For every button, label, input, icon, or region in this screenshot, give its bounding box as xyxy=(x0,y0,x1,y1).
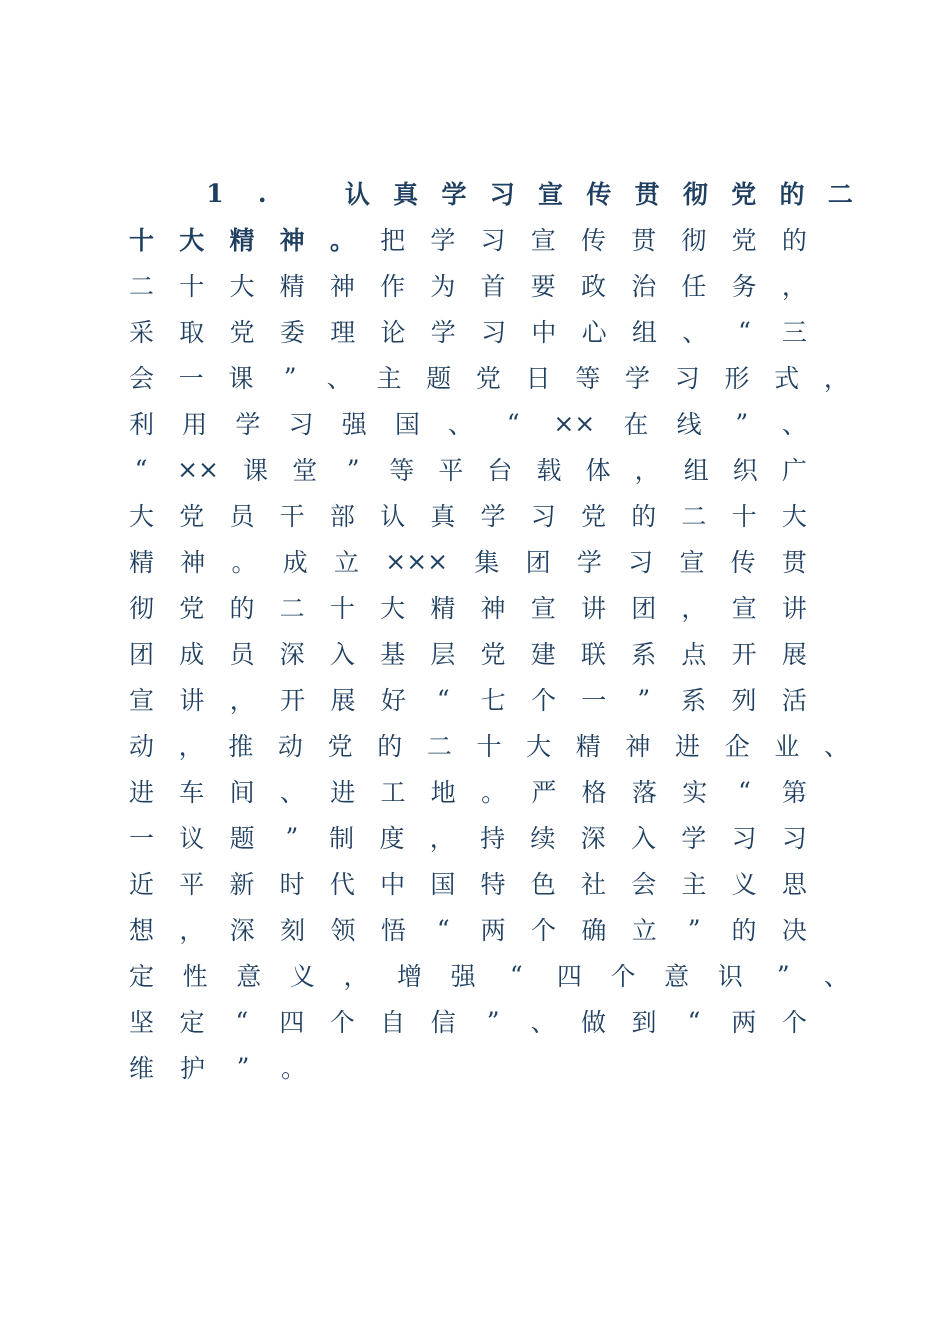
glyph: 两 xyxy=(731,1008,757,1037)
glyph: 会 xyxy=(129,364,155,393)
glyph: 二 xyxy=(827,180,853,209)
glyph: 贯 xyxy=(634,180,660,209)
glyph: 干 xyxy=(279,502,305,531)
glyph: 进 xyxy=(330,778,356,807)
glyph: 组 xyxy=(631,318,657,347)
glyph: 成 xyxy=(282,548,308,577)
glyph: ， xyxy=(681,594,707,623)
glyph: 立 xyxy=(631,916,657,945)
glyph: 增 xyxy=(397,962,423,991)
glyph: 。 xyxy=(281,1054,307,1083)
body-line xyxy=(129,354,849,400)
glyph: 的 xyxy=(631,502,657,531)
glyph: 学 xyxy=(430,318,456,347)
glyph: 。 xyxy=(231,548,257,577)
glyph: 党 xyxy=(179,594,205,623)
glyph: 实 xyxy=(682,778,708,807)
glyph: 一 xyxy=(129,824,155,853)
glyph: ” xyxy=(735,408,749,438)
glyph: 推 xyxy=(228,732,254,761)
glyph: 织 xyxy=(732,456,758,485)
glyph: 信 xyxy=(430,1008,456,1037)
glyph: 义 xyxy=(731,870,757,899)
glyph: 层 xyxy=(430,640,456,669)
body-line xyxy=(129,308,807,354)
glyph: 神 xyxy=(480,594,506,623)
glyph: 深 xyxy=(229,916,255,945)
glyph: 主 xyxy=(681,870,707,899)
body-line xyxy=(129,538,807,584)
body-line xyxy=(129,768,807,814)
glyph: 定 xyxy=(129,962,155,991)
glyph: 彻 xyxy=(681,226,707,255)
glyph: 强 xyxy=(341,410,367,439)
glyph: 一 xyxy=(581,686,607,715)
glyph: 议 xyxy=(179,824,205,853)
glyph: 十 xyxy=(179,272,205,301)
glyph: 建 xyxy=(530,640,556,669)
glyph: 精 xyxy=(279,272,305,301)
glyph: 、 xyxy=(781,410,807,439)
glyph: 刻 xyxy=(280,916,306,945)
glyph: 宣 xyxy=(679,548,705,577)
glyph: 组 xyxy=(683,456,709,485)
glyph: 的 xyxy=(377,732,403,761)
glyph: 三 xyxy=(781,318,807,347)
glyph: 学 xyxy=(480,502,506,531)
glyph: 社 xyxy=(580,870,606,899)
glyph: ×× xyxy=(553,408,596,438)
glyph: 务 xyxy=(731,272,757,301)
glyph: ” xyxy=(637,684,651,714)
glyph: “ xyxy=(738,316,751,346)
glyph: 题 xyxy=(229,824,255,853)
glyph: 、 xyxy=(530,1008,556,1037)
glyph: ， xyxy=(229,686,255,715)
glyph: 治 xyxy=(631,272,657,301)
glyph: 意 xyxy=(664,962,690,991)
glyph: 首 xyxy=(480,272,506,301)
glyph: 十 xyxy=(129,226,155,255)
glyph: 系 xyxy=(631,640,657,669)
glyph: 第 xyxy=(781,778,807,807)
glyph: 中 xyxy=(380,870,406,899)
glyph: 持 xyxy=(480,824,506,853)
glyph: 真 xyxy=(393,180,419,209)
glyph: 式 xyxy=(774,364,800,393)
glyph: 员 xyxy=(229,640,255,669)
glyph: 题 xyxy=(426,364,452,393)
glyph: 堂 xyxy=(292,456,318,485)
glyph: 讲 xyxy=(580,594,606,623)
glyph: “ xyxy=(436,914,450,944)
body-line xyxy=(129,630,807,676)
glyph: ” xyxy=(236,1052,250,1082)
glyph: 学 xyxy=(235,410,261,439)
glyph: 开 xyxy=(731,640,757,669)
glyph: ， xyxy=(343,962,369,991)
glyph: 彻 xyxy=(682,180,708,209)
glyph: 传 xyxy=(586,180,612,209)
glyph: 度 xyxy=(379,824,405,853)
glyph: 精 xyxy=(575,732,601,761)
glyph: ” xyxy=(285,822,299,852)
glyph: 二 xyxy=(279,594,305,623)
body-line xyxy=(129,584,807,630)
glyph: “ xyxy=(509,960,523,990)
glyph: 任 xyxy=(681,272,707,301)
glyph: 彻 xyxy=(129,594,155,623)
glyph: 1 xyxy=(206,178,224,208)
glyph: 党 xyxy=(731,226,757,255)
glyph: ” xyxy=(346,454,360,484)
glyph: 格 xyxy=(581,778,607,807)
glyph: 活 xyxy=(781,686,807,715)
glyph: 开 xyxy=(280,686,306,715)
glyph: 体 xyxy=(585,456,611,485)
glyph: 一 xyxy=(178,364,204,393)
glyph: 联 xyxy=(580,640,606,669)
glyph: 习 xyxy=(781,824,807,853)
glyph: 新 xyxy=(229,870,255,899)
glyph: ××× xyxy=(385,546,449,576)
glyph: 部 xyxy=(329,502,355,531)
glyph: 要 xyxy=(530,272,556,301)
glyph: 习 xyxy=(530,502,556,531)
glyph: 习 xyxy=(489,180,515,209)
glyph: 动 xyxy=(277,732,303,761)
glyph: 强 xyxy=(450,962,476,991)
glyph: 两 xyxy=(480,916,506,945)
body-line xyxy=(129,906,807,952)
glyph: 入 xyxy=(630,824,656,853)
glyph: 真 xyxy=(430,502,456,531)
glyph: 习 xyxy=(480,226,506,255)
glyph: 个 xyxy=(781,1008,807,1037)
glyph: 团 xyxy=(525,548,551,577)
glyph: 神 xyxy=(329,272,355,301)
glyph: 委 xyxy=(279,318,305,347)
glyph: 维 xyxy=(129,1054,155,1083)
glyph: 入 xyxy=(329,640,355,669)
glyph: 习 xyxy=(481,318,507,347)
glyph: 性 xyxy=(182,962,208,991)
glyph: 列 xyxy=(731,686,757,715)
glyph: 利 xyxy=(129,410,155,439)
glyph: 续 xyxy=(530,824,556,853)
glyph: ， xyxy=(178,732,204,761)
glyph: ， xyxy=(823,364,849,393)
document-body xyxy=(129,170,853,1090)
glyph: 进 xyxy=(675,732,701,761)
glyph: 时 xyxy=(279,870,305,899)
glyph: 讲 xyxy=(179,686,205,715)
glyph: 宣 xyxy=(129,686,155,715)
glyph: 神 xyxy=(279,226,305,255)
glyph: 传 xyxy=(730,548,756,577)
glyph: 平 xyxy=(438,456,464,485)
glyph: 间 xyxy=(229,778,255,807)
glyph: 的 xyxy=(731,916,757,945)
glyph: ” xyxy=(776,960,790,990)
glyph: 主 xyxy=(376,364,402,393)
glyph: 学 xyxy=(681,824,707,853)
glyph: 等 xyxy=(389,456,415,485)
glyph: 点 xyxy=(681,640,707,669)
glyph: 动 xyxy=(129,732,155,761)
glyph: 习 xyxy=(731,824,757,853)
glyph: 护 xyxy=(180,1054,206,1083)
glyph: 特 xyxy=(480,870,506,899)
glyph: 深 xyxy=(580,824,606,853)
glyph: 课 xyxy=(243,456,269,485)
glyph: 宣 xyxy=(538,180,564,209)
glyph: “ xyxy=(738,776,751,806)
glyph: ” xyxy=(486,1006,500,1036)
body-line xyxy=(129,722,849,768)
glyph: 七 xyxy=(480,686,506,715)
glyph: 、 xyxy=(279,778,305,807)
glyph: 广 xyxy=(781,456,807,485)
glyph: 思 xyxy=(781,870,807,899)
glyph: 习 xyxy=(674,364,700,393)
glyph: 工 xyxy=(380,778,406,807)
glyph: 识 xyxy=(717,962,743,991)
glyph: 神 xyxy=(625,732,651,761)
glyph: 作 xyxy=(380,272,406,301)
glyph: 的 xyxy=(781,226,807,255)
glyph: 宣 xyxy=(731,594,757,623)
glyph: 取 xyxy=(179,318,205,347)
glyph: 、 xyxy=(682,318,708,347)
glyph: 、 xyxy=(448,410,474,439)
glyph: 、 xyxy=(326,364,352,393)
heading-line xyxy=(129,170,853,216)
glyph: 好 xyxy=(380,686,406,715)
glyph: 党 xyxy=(731,180,757,209)
glyph: 党 xyxy=(179,502,205,531)
glyph: 采 xyxy=(129,318,155,347)
glyph: 十 xyxy=(731,502,757,531)
glyph: 会 xyxy=(631,870,657,899)
glyph: 进 xyxy=(129,778,155,807)
glyph: 个 xyxy=(329,1008,355,1037)
glyph: 政 xyxy=(580,272,606,301)
glyph: 认 xyxy=(344,180,370,209)
glyph: 成 xyxy=(179,640,205,669)
body-line xyxy=(129,814,807,860)
glyph: 代 xyxy=(329,870,355,899)
glyph: 在 xyxy=(623,410,649,439)
glyph: 想 xyxy=(129,916,155,945)
body-line xyxy=(129,262,807,308)
glyph: 车 xyxy=(179,778,205,807)
glyph: 悟 xyxy=(380,916,406,945)
glyph: 四 xyxy=(279,1008,305,1037)
glyph: 十 xyxy=(476,732,502,761)
glyph: 线 xyxy=(676,410,702,439)
glyph: 二 xyxy=(129,272,155,301)
glyph: 展 xyxy=(781,640,807,669)
glyph: “ xyxy=(235,1006,249,1036)
body-line xyxy=(129,676,807,722)
glyph: 党 xyxy=(327,732,353,761)
glyph: 。 xyxy=(481,778,507,807)
glyph: 形 xyxy=(724,364,750,393)
glyph: 神 xyxy=(180,548,206,577)
glyph: 课 xyxy=(228,364,254,393)
glyph: 精 xyxy=(430,594,456,623)
glyph: 地 xyxy=(430,778,456,807)
glyph: ， xyxy=(634,456,660,485)
glyph: ” xyxy=(283,362,297,392)
glyph: 个 xyxy=(530,916,556,945)
glyph: 、 xyxy=(823,962,849,991)
body-line xyxy=(129,400,807,446)
glyph: ， xyxy=(429,824,455,853)
glyph: 的 xyxy=(779,180,805,209)
glyph: 意 xyxy=(236,962,262,991)
glyph: 党 xyxy=(480,640,506,669)
glyph: 把 xyxy=(380,226,406,255)
glyph: 个 xyxy=(530,686,556,715)
glyph: 决 xyxy=(781,916,807,945)
glyph: 团 xyxy=(631,594,657,623)
glyph: 团 xyxy=(129,640,155,669)
glyph: 中 xyxy=(531,318,557,347)
glyph: 习 xyxy=(628,548,654,577)
glyph: 系 xyxy=(681,686,707,715)
glyph: 义 xyxy=(289,962,315,991)
glyph: 十 xyxy=(329,594,355,623)
body-line-last xyxy=(129,1044,849,1090)
glyph: 落 xyxy=(631,778,657,807)
glyph: 个 xyxy=(610,962,636,991)
body-line xyxy=(129,998,807,1044)
glyph: 学 xyxy=(441,180,467,209)
glyph: “ xyxy=(134,454,148,484)
glyph: ” xyxy=(687,914,701,944)
glyph: 四 xyxy=(556,962,582,991)
glyph: 大 xyxy=(229,272,255,301)
glyph: 企 xyxy=(724,732,750,761)
glyph: 学 xyxy=(430,226,456,255)
glyph: 党 xyxy=(580,502,606,531)
glyph: 贯 xyxy=(781,548,807,577)
glyph: 的 xyxy=(229,594,255,623)
glyph: 学 xyxy=(576,548,602,577)
glyph: 做 xyxy=(581,1008,607,1037)
glyph: ， xyxy=(179,916,205,945)
glyph: 到 xyxy=(631,1008,657,1037)
glyph: 基 xyxy=(380,640,406,669)
glyph: 大 xyxy=(129,502,155,531)
glyph: 色 xyxy=(530,870,556,899)
glyph: 集 xyxy=(474,548,500,577)
glyph: 理 xyxy=(330,318,356,347)
glyph: ×× xyxy=(177,454,219,484)
glyph: 领 xyxy=(330,916,356,945)
glyph: 学 xyxy=(625,364,651,393)
glyph: 员 xyxy=(229,502,255,531)
glyph: 制 xyxy=(329,824,355,853)
glyph: 自 xyxy=(380,1008,406,1037)
glyph: 大 xyxy=(380,594,406,623)
glyph: 贯 xyxy=(631,226,657,255)
glyph: 讲 xyxy=(781,594,807,623)
glyph: 宣 xyxy=(530,226,556,255)
glyph: 近 xyxy=(129,870,155,899)
body-line xyxy=(129,446,807,492)
glyph: “ xyxy=(687,1006,701,1036)
glyph: 载 xyxy=(536,456,562,485)
glyph: 大 xyxy=(526,732,552,761)
glyph: 用 xyxy=(182,410,208,439)
glyph: 认 xyxy=(380,502,406,531)
body-line xyxy=(129,216,807,262)
glyph: ， xyxy=(781,272,807,301)
glyph: 大 xyxy=(179,226,205,255)
glyph: 国 xyxy=(394,410,420,439)
glyph: 、 xyxy=(823,732,849,761)
glyph: 台 xyxy=(487,456,513,485)
glyph: 深 xyxy=(279,640,305,669)
body-line xyxy=(129,860,807,906)
glyph: 坚 xyxy=(129,1008,155,1037)
glyph: “ xyxy=(506,408,520,438)
glyph: 为 xyxy=(430,272,456,301)
glyph: 确 xyxy=(581,916,607,945)
glyph: 立 xyxy=(334,548,360,577)
glyph: 论 xyxy=(380,318,406,347)
glyph: 平 xyxy=(179,870,205,899)
glyph: 业 xyxy=(774,732,800,761)
glyph: 传 xyxy=(580,226,606,255)
glyph: 。 xyxy=(329,226,355,255)
glyph: 习 xyxy=(288,410,314,439)
glyph: 展 xyxy=(330,686,356,715)
body-line xyxy=(129,952,849,998)
glyph: 大 xyxy=(781,502,807,531)
glyph: 国 xyxy=(430,870,456,899)
glyph: 心 xyxy=(581,318,607,347)
glyph: 精 xyxy=(229,226,255,255)
glyph: 等 xyxy=(575,364,601,393)
glyph: 二 xyxy=(426,732,452,761)
glyph: 宣 xyxy=(530,594,556,623)
glyph: 日 xyxy=(525,364,551,393)
glyph: 精 xyxy=(129,548,155,577)
glyph: . xyxy=(257,178,267,208)
glyph: 党 xyxy=(229,318,255,347)
glyph: 定 xyxy=(179,1008,205,1037)
glyph: 党 xyxy=(475,364,501,393)
glyph: “ xyxy=(436,684,450,714)
body-line xyxy=(129,492,807,538)
glyph: 严 xyxy=(531,778,557,807)
glyph: 二 xyxy=(681,502,707,531)
